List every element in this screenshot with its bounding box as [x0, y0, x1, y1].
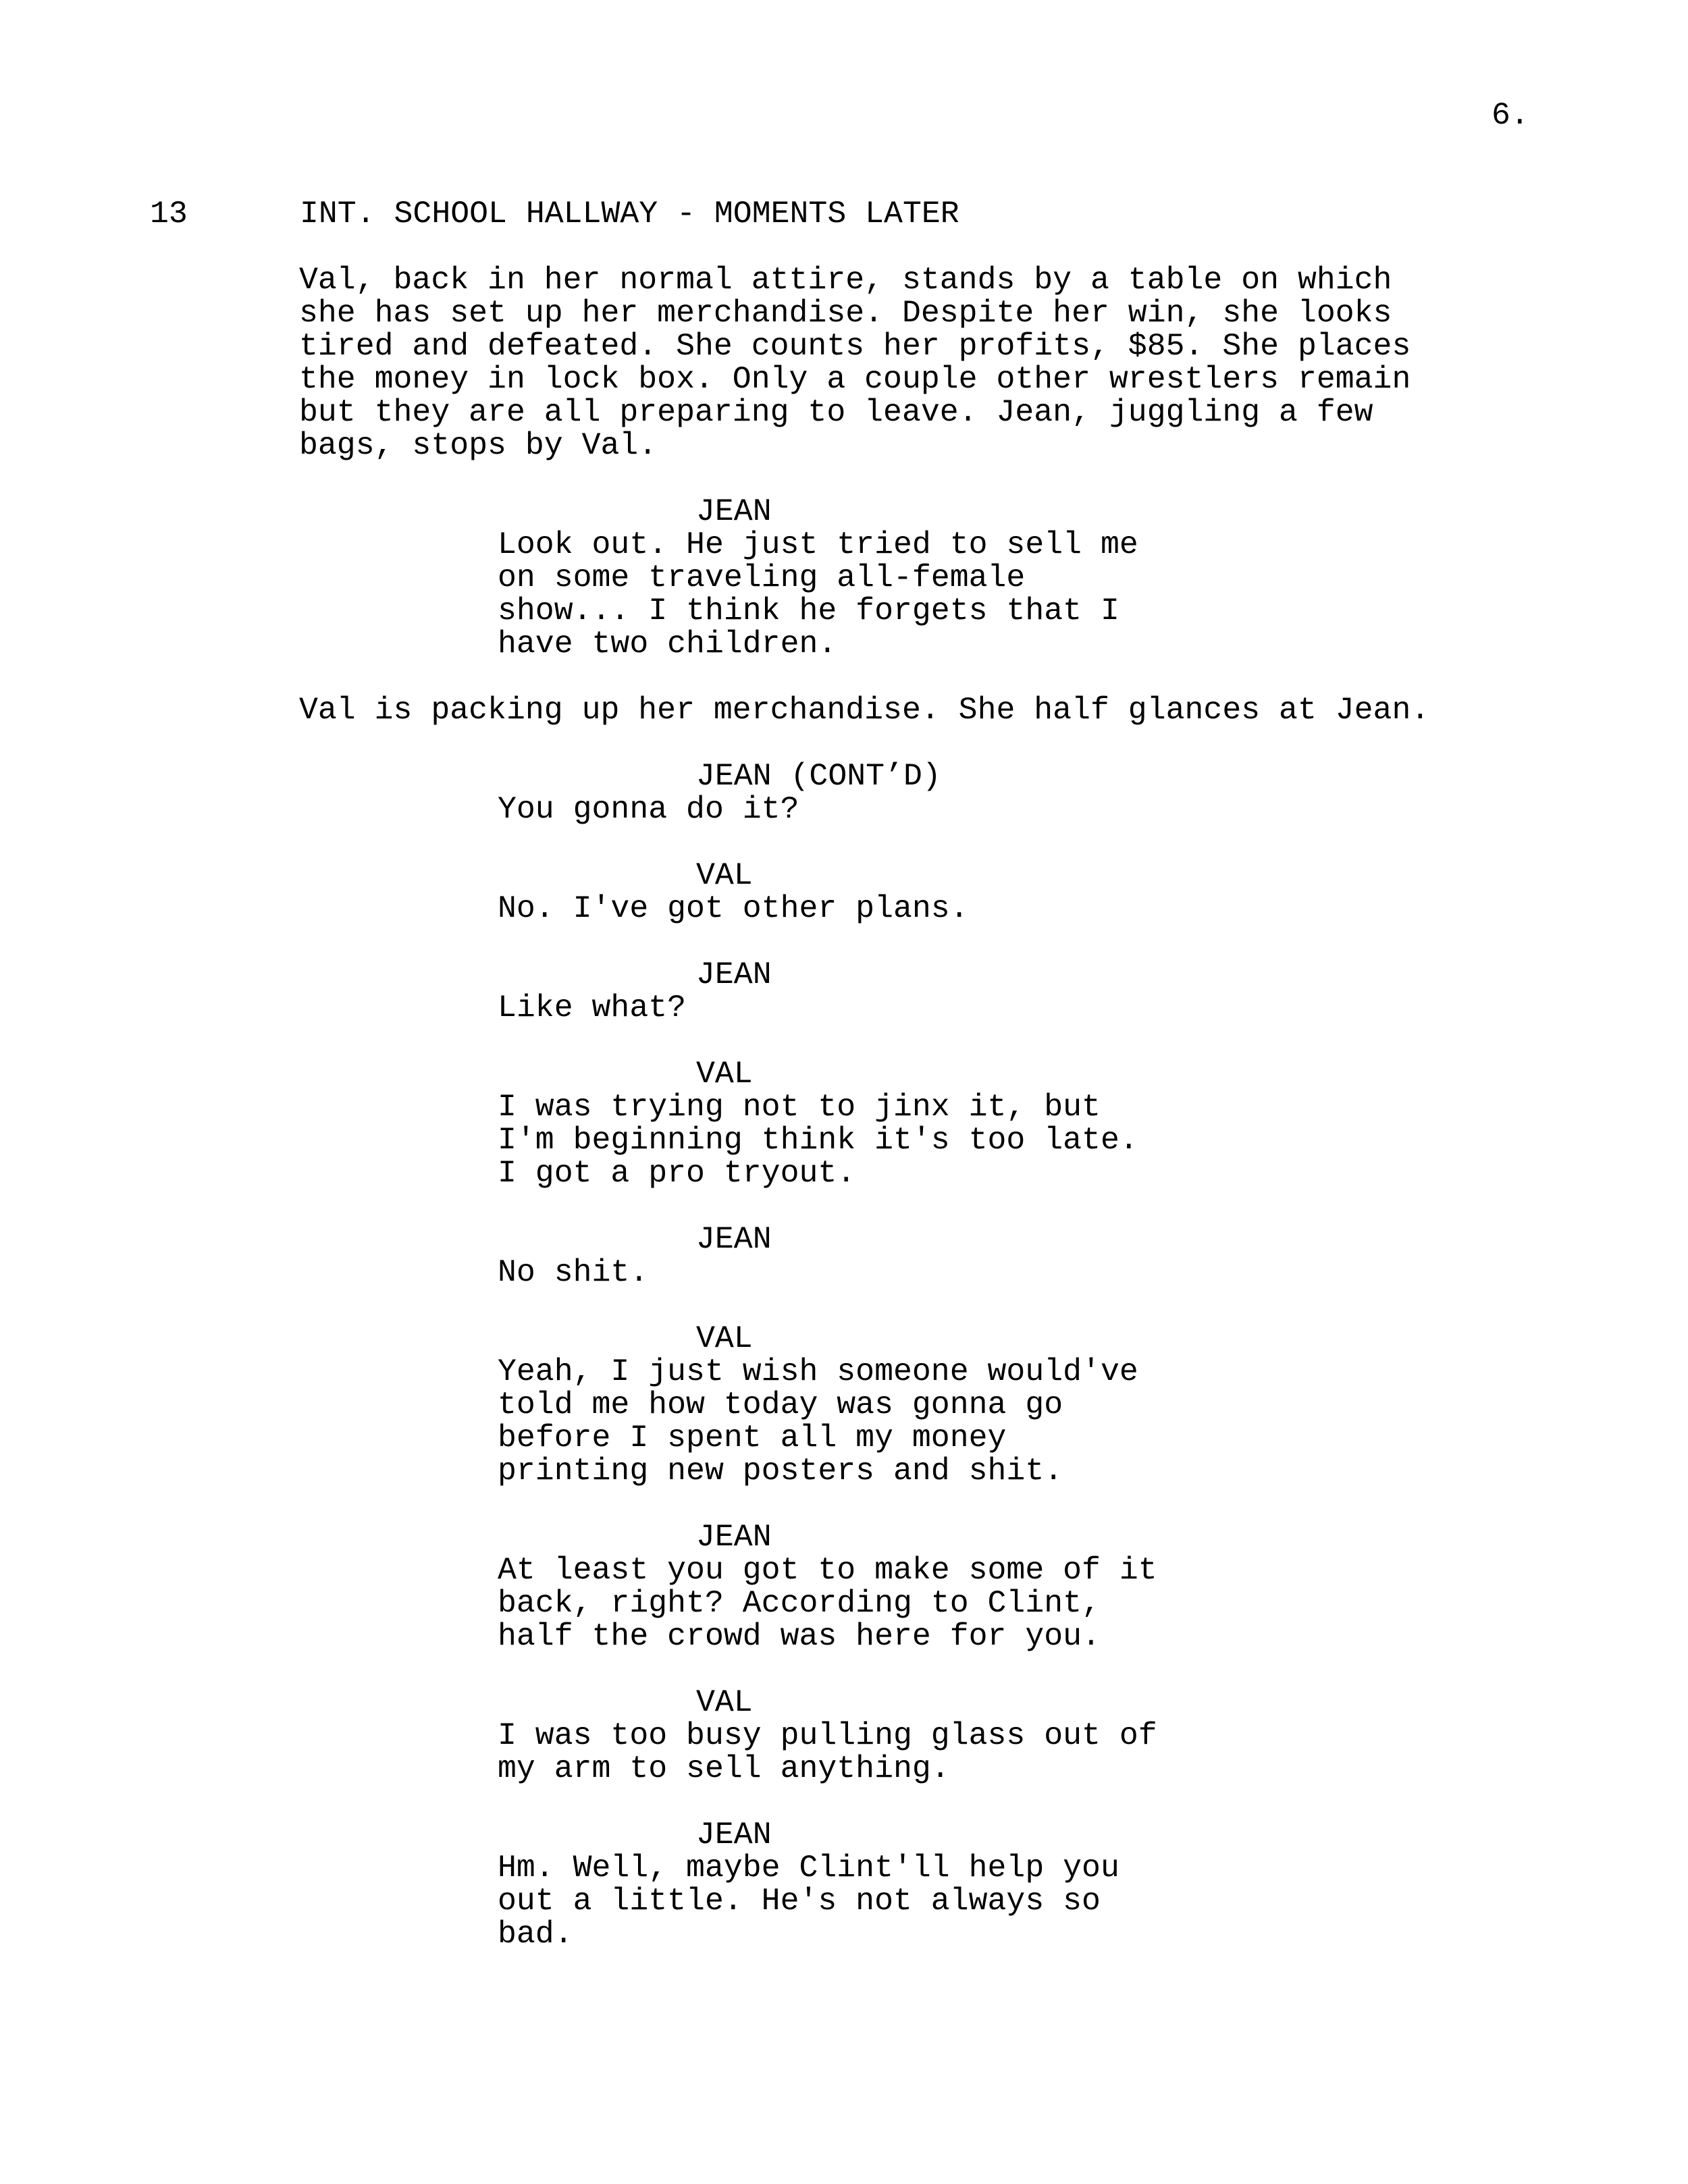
- character-name: JEAN (CONT’D): [696, 758, 941, 794]
- dialogue-line: No. I've got other plans.: [498, 890, 969, 926]
- action-line: Val is packing up her merchandise. She half glances at Jean.: [299, 692, 1430, 728]
- dialogue-line: show... I think he forgets that I: [498, 593, 1119, 629]
- scene-heading: INT. SCHOOL HALLWAY - MOMENTS LATER: [300, 196, 959, 232]
- dialogue-line: have two children.: [498, 626, 837, 662]
- dialogue-line: printing new posters and shit.: [498, 1453, 1063, 1489]
- dialogue-line: told me how today was gonna go: [498, 1387, 1063, 1422]
- screenplay-body: [0, 197, 1688, 1950]
- dialogue-block: [0, 958, 1688, 1024]
- action-line: Val, back in her normal attire, stands by a table on which: [299, 262, 1392, 298]
- dialogue-line: Like what?: [498, 990, 687, 1026]
- action-line: but they are all preparing to leave. Jean, juggling a few: [299, 394, 1373, 430]
- character-name: JEAN: [696, 957, 772, 992]
- dialogue-line: bad.: [498, 1916, 573, 1952]
- character-name: JEAN: [696, 1221, 772, 1257]
- dialogue-block: [0, 1223, 1688, 1289]
- dialogue-block: [0, 1818, 1688, 1950]
- character-name: VAL: [696, 1056, 753, 1092]
- dialogue-line: on some traveling all-female: [498, 560, 1026, 595]
- dialogue-line: Yeah, I just wish someone would've: [498, 1354, 1138, 1389]
- dialogue-line: back, right? According to Clint,: [498, 1585, 1101, 1621]
- action-line: bags, stops by Val.: [299, 427, 658, 463]
- dialogue-line: Hm. Well, maybe Clint'll help you: [498, 1850, 1119, 1886]
- dialogue-line: Look out. He just tried to sell me: [498, 527, 1138, 562]
- dialogue-line: I'm beginning think it's too late.: [498, 1122, 1138, 1158]
- dialogue-line: I was trying not to jinx it, but: [498, 1089, 1101, 1125]
- dialogue-line: No shit.: [498, 1254, 649, 1290]
- dialogue-block: [0, 1686, 1688, 1785]
- dialogue-block: [0, 859, 1688, 925]
- page-number: 6.: [1492, 97, 1529, 133]
- character-name: JEAN: [696, 1519, 772, 1555]
- scene-heading-row: [0, 197, 1688, 230]
- dialogue-block: [0, 495, 1688, 660]
- dialogue-line: I got a pro tryout.: [498, 1155, 856, 1191]
- dialogue-block: [0, 1520, 1688, 1653]
- dialogue-line: I was too busy pulling glass out of: [498, 1717, 1157, 1753]
- dialogue-block: [0, 1322, 1688, 1487]
- scene-number: 13: [150, 196, 188, 232]
- character-name: VAL: [696, 857, 753, 893]
- character-name: JEAN: [696, 1817, 772, 1853]
- dialogue-line: before I spent all my money: [498, 1420, 1007, 1456]
- dialogue-line: half the crowd was here for you.: [498, 1618, 1101, 1654]
- dialogue-line: my arm to sell anything.: [498, 1751, 950, 1786]
- dialogue-line: You gonna do it?: [498, 791, 799, 827]
- action-line: the money in lock box. Only a couple other wrestlers remain: [299, 361, 1411, 397]
- action-line: tired and defeated. She counts her profits, $85. She places: [299, 328, 1411, 364]
- action-block: [299, 693, 1688, 726]
- dialogue-block: [0, 760, 1688, 826]
- action-block: [299, 263, 1688, 462]
- character-name: JEAN: [696, 494, 772, 529]
- character-name: VAL: [696, 1684, 753, 1720]
- character-name: VAL: [696, 1321, 753, 1356]
- dialogue-block: [0, 1057, 1688, 1190]
- dialogue-line: At least you got to make some of it: [498, 1552, 1157, 1588]
- dialogue-line: out a little. He's not always so: [498, 1883, 1101, 1919]
- action-line: she has set up her merchandise. Despite her win, she looks: [299, 295, 1392, 331]
